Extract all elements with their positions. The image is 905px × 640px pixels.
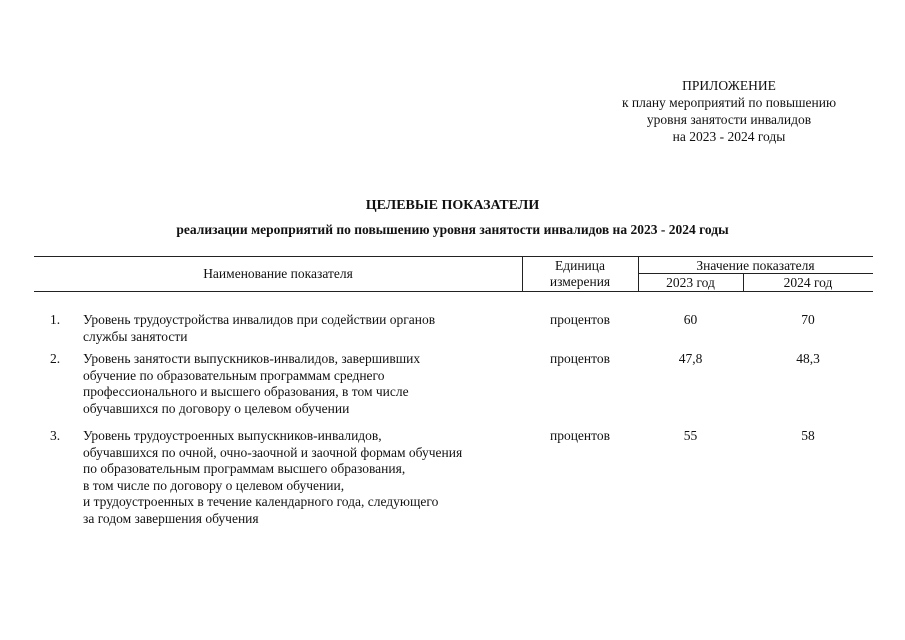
row-name xyxy=(83,428,523,527)
header-value: Значение показателя xyxy=(696,258,815,273)
row-name-line: обучение по образовательным программам среднего xyxy=(83,367,385,383)
row-value-2023: 47,8 xyxy=(678,351,703,366)
row-value-2023: 55 xyxy=(683,428,698,443)
row-value-2024: 58 xyxy=(801,428,815,443)
row-number: 3. xyxy=(50,428,61,443)
row-value-2023: 60 xyxy=(683,312,698,327)
header-year-2024: 2024 год xyxy=(783,275,833,290)
table-header-bottom-border xyxy=(34,291,873,292)
document-title: ЦЕЛЕВЫЕ ПОКАЗАТЕЛИ xyxy=(365,198,540,213)
row-name xyxy=(83,312,523,345)
row-name-line: за годом завершения обучения xyxy=(83,510,259,526)
appendix-block xyxy=(578,77,880,145)
row-unit: процентов xyxy=(549,428,610,443)
row-name-line: и трудоустроенных в течение календарного года, следующего xyxy=(83,494,439,509)
row-name-line: Уровень трудоустройства инвалидов при содействии органов xyxy=(83,312,436,327)
row-name-line: по образовательным программам высшего образования, xyxy=(83,461,406,476)
header-name: Наименование показателя xyxy=(203,266,353,281)
row-number: 1. xyxy=(50,312,61,327)
header-unit-line: измерения xyxy=(549,274,611,289)
row-unit: процентов xyxy=(549,312,610,327)
row-name xyxy=(83,351,523,417)
header-year-2023: 2023 год xyxy=(666,275,715,290)
header-unit xyxy=(522,258,638,290)
appendix-line: к плану мероприятий по повышению xyxy=(621,95,837,110)
appendix-title: ПРИЛОЖЕНИЕ xyxy=(682,78,776,93)
row-name-line: службы занятости xyxy=(83,328,188,344)
row-number: 2. xyxy=(50,351,61,366)
appendix-line: на 2023 - 2024 годы xyxy=(672,129,786,144)
row-name-line: в том числе по договору о целевом обучении, xyxy=(83,477,345,493)
row-value-2024: 70 xyxy=(801,312,815,327)
header-unit-line: Единица xyxy=(554,258,605,273)
row-name-line: Уровень занятости выпускников-инвалидов, завершивших xyxy=(83,351,421,366)
row-name-line: профессионального и высшего образования, в том числе xyxy=(83,384,409,399)
row-unit: процентов xyxy=(549,351,610,366)
table-top-border xyxy=(34,256,873,257)
row-name-line: обучавшихся по договору о целевом обучении xyxy=(83,400,350,416)
appendix-line: уровня занятости инвалидов xyxy=(646,112,812,127)
row-value-2024: 48,3 xyxy=(796,351,820,366)
row-name-line: Уровень трудоустроенных выпускников-инвалидов, xyxy=(83,428,382,443)
document-subtitle: реализации мероприятий по повышению уровня занятости инвалидов на 2023 - 2024 годы xyxy=(176,222,729,237)
row-name-line: обучавшихся по очной, очно-заочной и заочной формам обучения xyxy=(83,444,463,460)
